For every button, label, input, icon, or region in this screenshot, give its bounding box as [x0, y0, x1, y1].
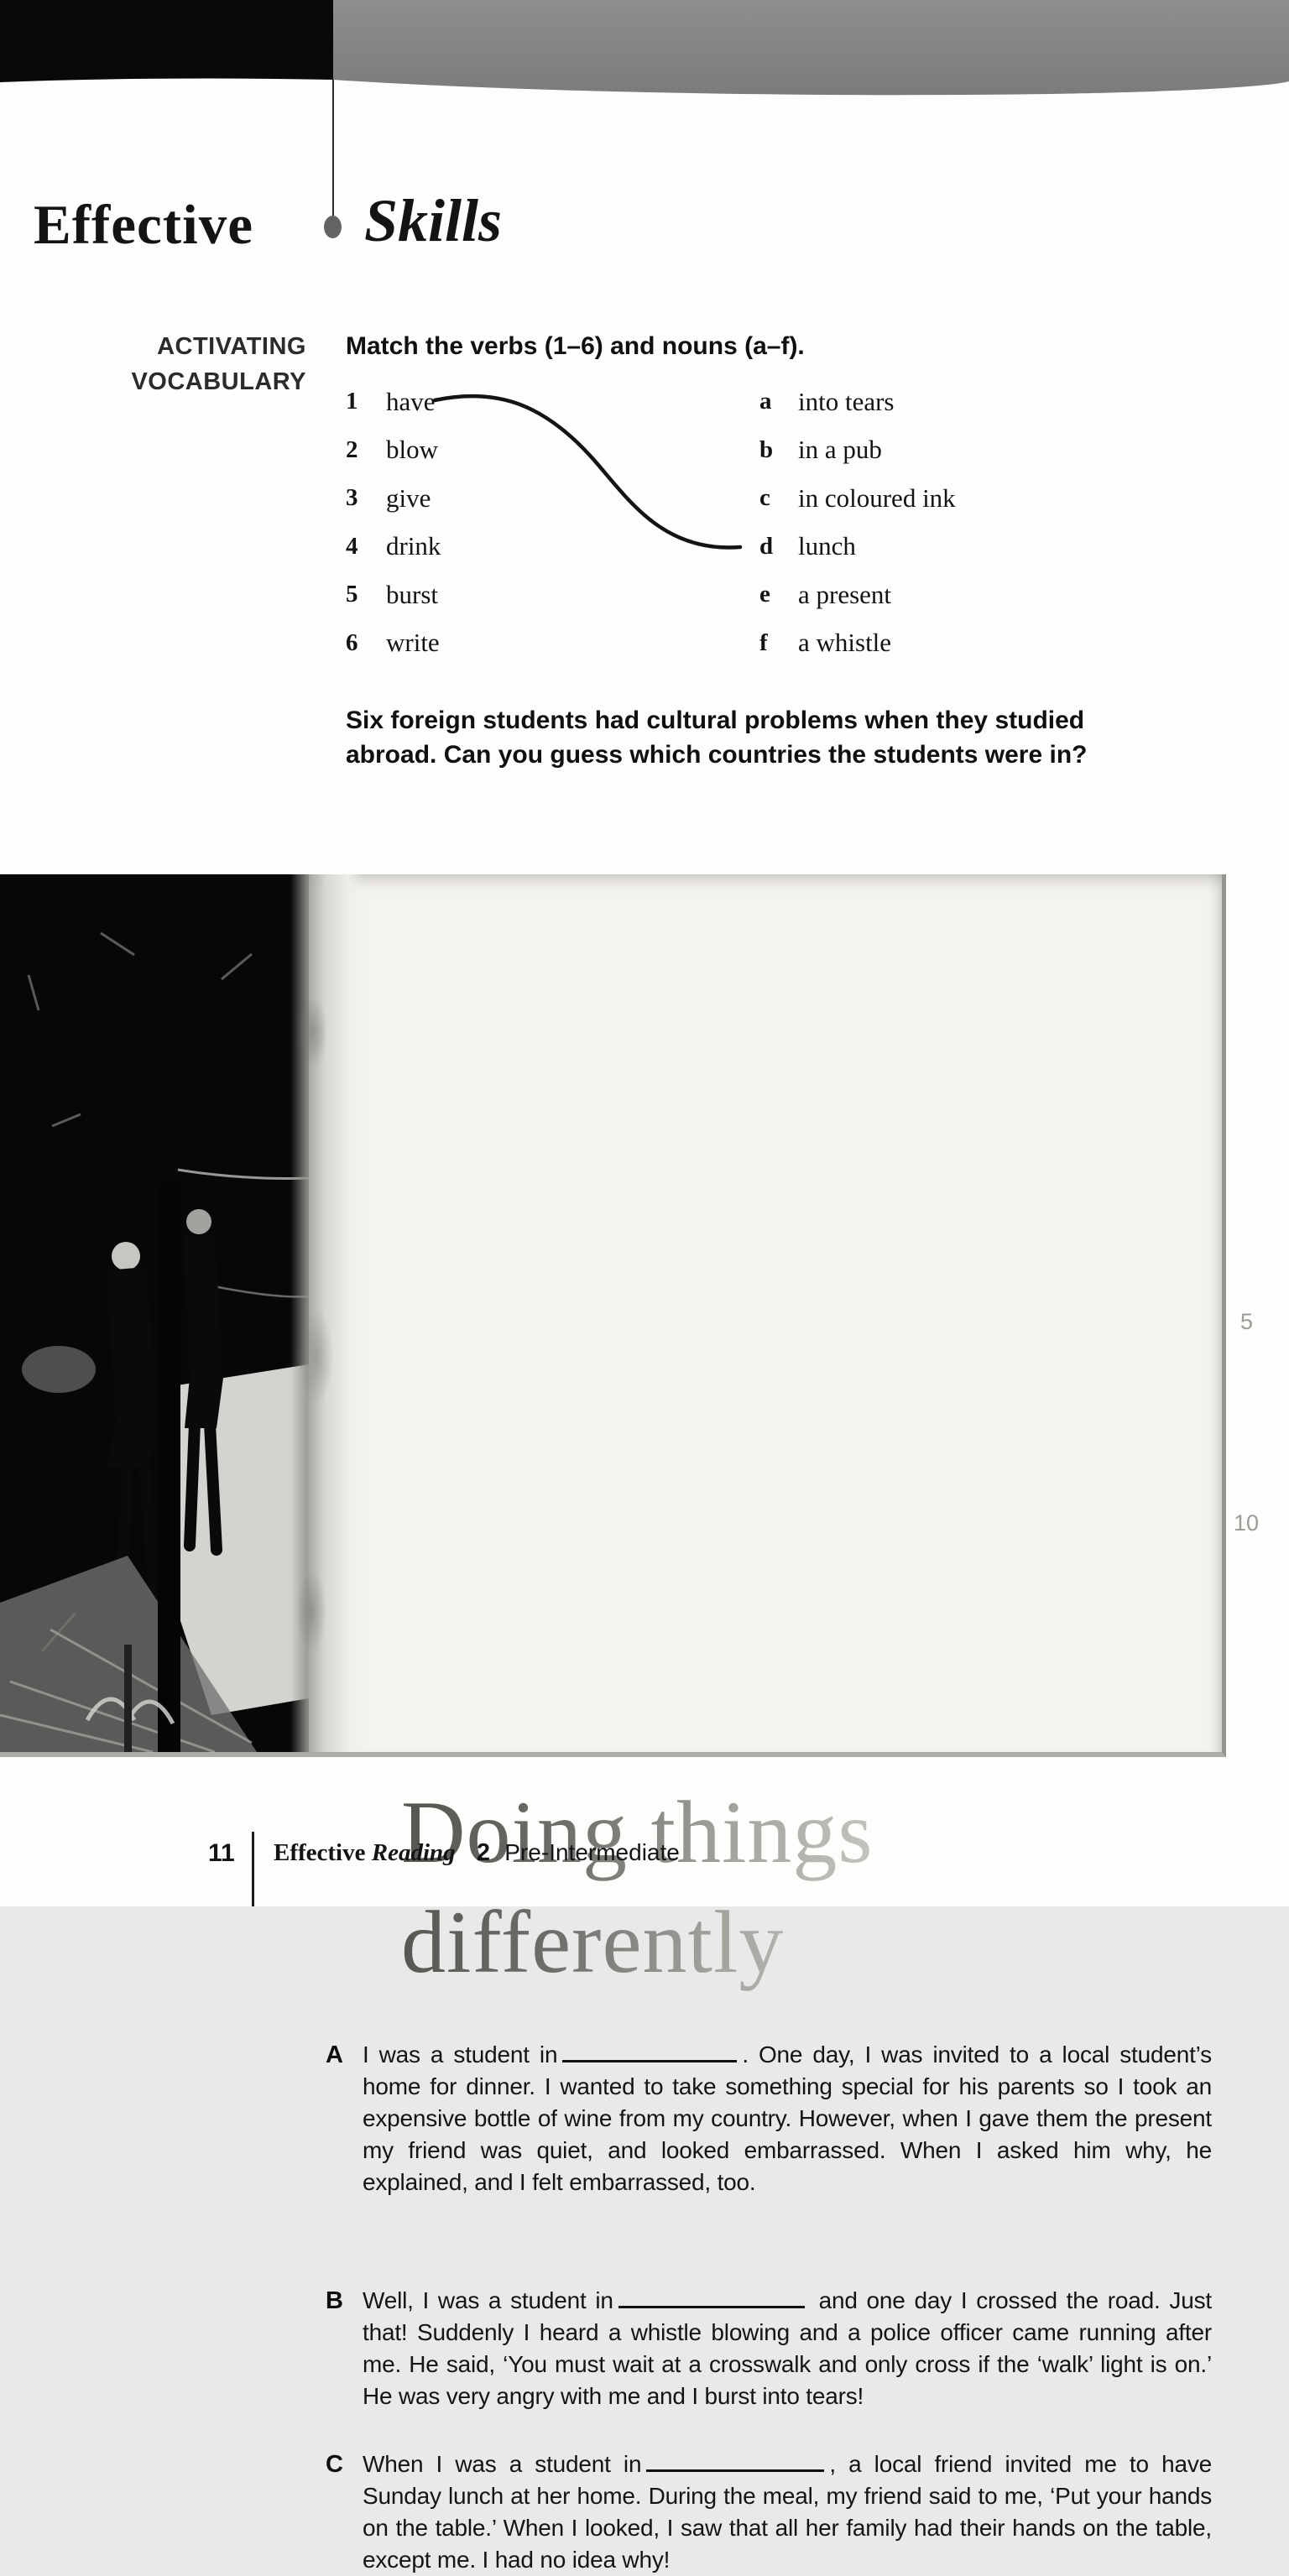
verb-word: blow [386, 435, 438, 465]
torn-paper-edge [290, 874, 364, 1752]
noun-phrase: a present [798, 579, 892, 609]
noun-phrase: in coloured ink [798, 482, 956, 513]
paragraph-text-before-blank: Well, I was a student in [363, 2287, 613, 2313]
verb-word: burst [386, 579, 438, 609]
verb-word: give [386, 482, 431, 513]
verb-word: write [386, 628, 440, 658]
reading-prompt-line1: Six foreign students had cultural problems when they studied [346, 707, 1085, 734]
book-series: Effective [274, 1839, 366, 1866]
fill-blank [646, 2469, 824, 2472]
reading-prompt-line2: abroad. Can you guess which countries the students were in? [346, 741, 1088, 769]
book-series-italic: Reading [371, 1839, 456, 1866]
exercise-instruction: Match the verbs (1–6) and nouns (a–f). [346, 332, 805, 360]
section-label-activating-vocabulary [50, 329, 306, 399]
verb-word: have [386, 386, 436, 416]
book-level-number: 2 [476, 1839, 491, 1866]
noun-phrase: into tears [798, 386, 895, 416]
noun-letter: c [759, 484, 770, 512]
paragraph-label: A [326, 2042, 343, 2068]
noun-letter: e [759, 581, 770, 608]
noun-letter: d [759, 532, 774, 560]
page-top-band [0, 0, 1289, 109]
noun-phrase: a whistle [798, 628, 892, 658]
paragraph-label: B [326, 2287, 343, 2314]
street-photo [0, 874, 309, 1752]
verb-number: 1 [346, 388, 358, 415]
brand-name: Effective [34, 194, 253, 256]
paragraph-text-after-blank: and one day I crossed the road. Just that! Suddenly I heard a whistle blowing and a police officer came running after me. He said, ‘You must wait at a crosswalk and only cross if the ‘walk’ light is on.’ He was very angry with me and I burst into tears! [363, 2287, 1212, 2409]
fill-blank [618, 2306, 805, 2308]
noun-phrase: lunch [798, 531, 856, 561]
bullet-dot-icon [324, 216, 342, 238]
paragraph-c [326, 2448, 1212, 2576]
brand-pendant-line [332, 80, 334, 219]
brand-name-italic: Skills [364, 187, 503, 254]
fill-blank [562, 2060, 737, 2062]
paragraph-text-before-blank: I was a student in [363, 2042, 558, 2068]
match-exercise-grid [346, 378, 956, 667]
book-title [274, 1839, 680, 1867]
line-number-5: 5 [1240, 1309, 1254, 1334]
noun-letter: f [759, 628, 768, 656]
noun-letter: a [759, 388, 772, 415]
section-label-line2: VOCABULARY [131, 368, 306, 395]
verb-number: 3 [346, 484, 358, 512]
paragraph-a [326, 2039, 1212, 2198]
page-number: 11 [208, 1839, 235, 1867]
reading-prompt [346, 703, 1088, 772]
band-black-segment [0, 0, 333, 82]
paragraph-label: C [326, 2451, 343, 2478]
verb-number: 2 [346, 435, 358, 463]
paragraph-b [326, 2285, 1212, 2412]
verb-number: 4 [346, 532, 358, 560]
verb-word: drink [386, 531, 441, 561]
section-label-line1: ACTIVATING [157, 333, 306, 360]
verb-number: 6 [346, 628, 358, 656]
passage-title [401, 1777, 874, 1997]
paragraph-text-after-blank: , a local friend invited me to have Sunday lunch at her home. During the meal, my friend said to me, ‘Put your hands on the table.’ When I looked, I saw that all her family had their hands on the table, except me. I had no idea why! [363, 2451, 1212, 2573]
verb-number: 5 [346, 581, 358, 608]
noun-letter: b [759, 435, 774, 463]
book-level-name: Pre-Intermediate [504, 1839, 680, 1865]
passage-title-line1: Doing things [401, 1783, 874, 1881]
passage-title-line2: differently [401, 1893, 785, 1991]
footer-divider-line [252, 1832, 254, 1906]
noun-phrase: in a pub [798, 435, 882, 465]
band-gray-segment [333, 0, 1289, 95]
paragraph-text-before-blank: When I was a student in [363, 2451, 642, 2477]
paragraph-text-after-blank: . One day, I was invited to a local student’s home for dinner. I wanted to take something special for his parents so I took an expensive bottle of wine from my country. However, when I gave them the present my friend was quiet, and looked embarrassed. When I asked him why, he explained, and I felt embarrassed, too. [363, 2042, 1212, 2195]
line-number-10: 10 [1234, 1510, 1260, 1536]
